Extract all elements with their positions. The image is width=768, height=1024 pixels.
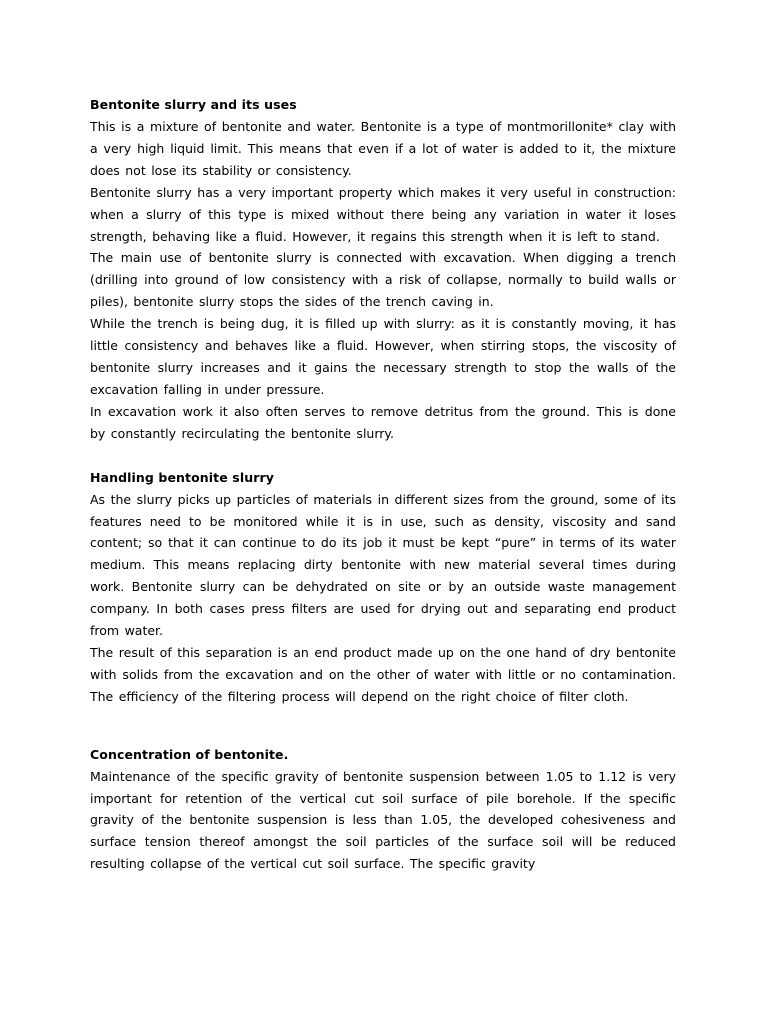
- section-uses: [90, 94, 676, 445]
- paragraph: This is a mixture of bentonite and water. Bentonite is a type of montmorillonite* clay with a very high liquid limit. This means that even if a lot of water is added to it, the mixture does not lose its stability or consistency.: [90, 119, 676, 178]
- paragraph: In excavation work it also often serves to remove detritus from the ground. This is done by constantly recirculating the bentonite slurry.: [90, 403, 676, 441]
- section-spacer: [90, 708, 676, 744]
- paragraph: The result of this separation is an end product made up on the one hand of dry bentonite with solids from the excavation and on the other of water with little or no contamination. The efficiency of the filtering process will depend on the right choice of filter cloth.: [90, 644, 676, 704]
- paragraph: As the slurry picks up particles of materials in different sizes from the ground, some of its features need to be monitored while it is in use, such as density, viscosity and sand content; so that it can continue to do its job it must be kept “pure” in terms of its water medium. This means replacing dirty bentonite with new material several times during work. Bentonite slurry can be dehydrated on site or by an outside waste management company. In both cases press filters are used for drying out and separating end product from water.: [90, 491, 676, 639]
- paragraph: The main use of bentonite slurry is connected with excavation. When digging a trench (drilling into ground of low consistency with a risk of collapse, normally to build walls or piles), bentonite slurry stops the sides of the trench caving in.: [90, 250, 676, 310]
- paragraph: While the trench is being dug, it is filled up with slurry: as it is constantly moving, it has little consistency and behaves like a fluid. However, when stirring stops, the viscosity of bentonite slurry increases and it gains the necessary strength to stop the walls of the excavation falling in under pressure.: [90, 316, 676, 397]
- section-heading: Concentration of bentonite.: [90, 746, 289, 762]
- section-spacer: [90, 445, 676, 467]
- paragraph: Bentonite slurry has a very important property which makes it very useful in construction: when a slurry of this type is mixed without there being any variation in water it loses strength, behaving like a fluid. However, it regains this strength when it is left to stand.: [90, 184, 676, 244]
- section-concentration: [90, 744, 676, 876]
- section-heading: Handling bentonite slurry: [90, 469, 274, 485]
- paragraph: Maintenance of the specific gravity of bentonite suspension between 1.05 to 1.12 is very important for retention of the vertical cut soil surface of pile borehole. If the specific gravity of the bentonite suspension is less than 1.05, the developed cohesiveness and surface tension thereof amongst the soil particles of the surface soil will be reduced resulting collapse of the vertical cut soil surface. The specific gravity: [90, 768, 676, 872]
- section-heading: Bentonite slurry and its uses: [90, 97, 297, 112]
- section-handling: [90, 467, 676, 708]
